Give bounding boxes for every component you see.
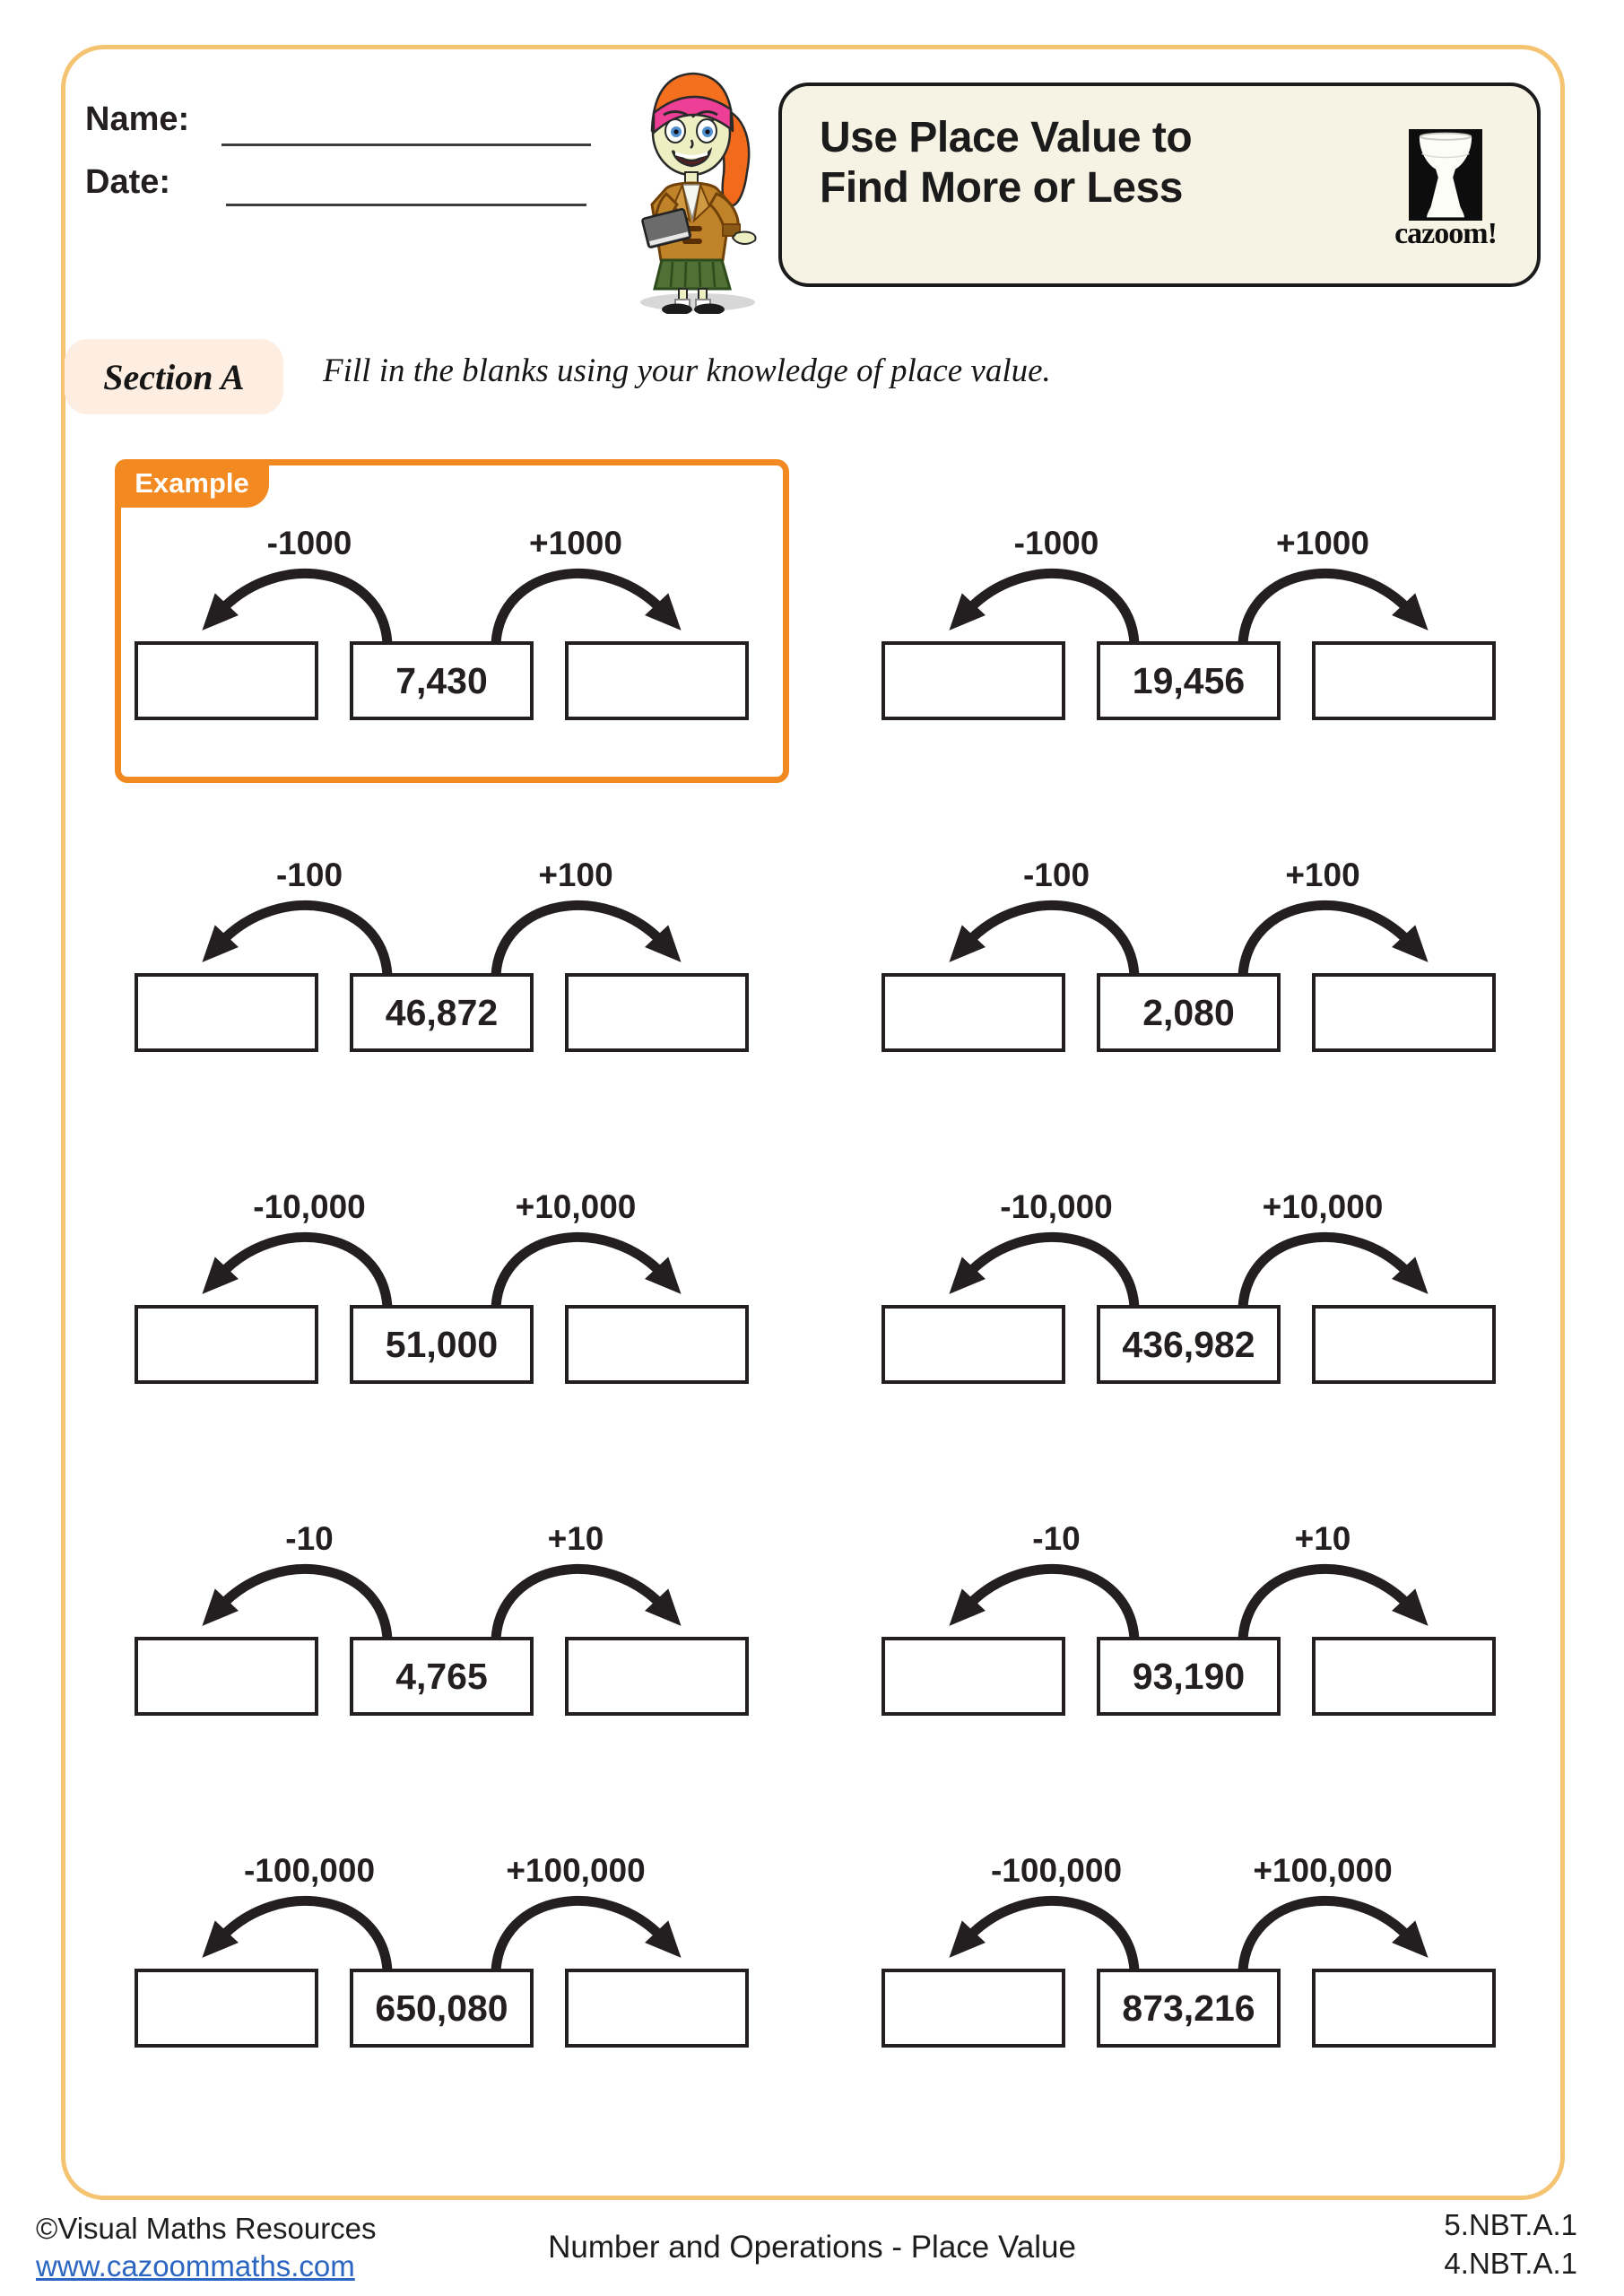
footer-topic: Number and Operations - Place Value <box>548 2230 1076 2265</box>
given-number: 436,982 <box>1122 1323 1255 1365</box>
plus-arrow-icon <box>496 905 663 975</box>
plus-amount-label: +100,000 <box>1253 1852 1393 1889</box>
arrow-labels <box>881 1520 1496 1558</box>
arrow-labels <box>881 1188 1496 1226</box>
plus-amount-label: +1000 <box>529 525 622 561</box>
given-number-box <box>350 1637 534 1716</box>
minus-arrow-icon <box>221 1237 387 1307</box>
given-number: 2,080 <box>1142 991 1235 1033</box>
given-number: 19,456 <box>1132 659 1246 701</box>
section-a-pill <box>65 339 283 414</box>
plus-amount-label: +100,000 <box>506 1852 646 1889</box>
name-line[interactable] <box>221 144 591 146</box>
arrow-labels <box>135 525 749 562</box>
minus-arrow-icon <box>221 905 387 975</box>
curved-arrows <box>881 1558 1496 1640</box>
arrow-labels <box>135 1520 749 1558</box>
footer-website-link[interactable]: www.cazoommaths.com <box>36 2249 355 2283</box>
arrow-labels <box>135 857 749 894</box>
arrow-labels <box>881 525 1496 562</box>
date-label: Date: <box>85 163 171 201</box>
minus-amount-label: -10 <box>285 1520 334 1557</box>
minus-amount-label: -10,000 <box>1000 1188 1113 1225</box>
name-label: Name: <box>85 100 190 138</box>
plus-amount-label: +1000 <box>1276 525 1369 561</box>
answer-box-less[interactable] <box>881 1969 1065 2048</box>
answer-boxes-row <box>881 973 1496 1052</box>
answer-boxes-row <box>881 1637 1496 1716</box>
plus-amount-label: +10 <box>1294 1520 1351 1557</box>
minus-arrow-icon <box>968 1900 1134 1970</box>
answer-box-less[interactable] <box>135 1969 318 2048</box>
minus-arrow-icon <box>968 905 1134 975</box>
given-number-box <box>350 1969 534 2048</box>
answer-box-more[interactable] <box>1312 1637 1496 1716</box>
cazoom-logo <box>1374 129 1517 251</box>
given-number-box <box>1097 1969 1281 2048</box>
cazoom-logo-drum-icon <box>1403 129 1489 221</box>
problem <box>881 1520 1496 1716</box>
answer-boxes-row <box>135 1305 749 1384</box>
given-number: 650,080 <box>375 1987 508 2029</box>
plus-arrow-icon <box>496 1237 663 1307</box>
cazoom-logo-text: cazoom! <box>1394 217 1497 250</box>
given-number: 873,216 <box>1122 1987 1255 2029</box>
footer-copyright: ©Visual Maths Resources <box>36 2212 377 2245</box>
minus-arrow-icon <box>968 573 1134 643</box>
standard-code-1: 5.NBT.A.1 <box>1444 2208 1577 2241</box>
curved-arrows <box>881 1890 1496 1972</box>
problem <box>881 1852 1496 2048</box>
given-number: 46,872 <box>385 991 499 1033</box>
answer-box-more[interactable] <box>565 1969 749 2048</box>
minus-amount-label: -100 <box>275 857 343 893</box>
problem <box>881 525 1496 720</box>
minus-arrow-icon <box>968 1569 1134 1639</box>
arrow-labels <box>135 1188 749 1226</box>
given-number-box <box>1097 641 1281 720</box>
answer-box-less[interactable] <box>881 973 1065 1052</box>
answer-boxes-row <box>881 1969 1496 2048</box>
answer-box-less[interactable] <box>135 973 318 1052</box>
curved-arrows <box>135 1558 749 1640</box>
given-number: 7,430 <box>395 659 488 701</box>
arrow-labels <box>135 1852 749 1890</box>
minus-arrow-icon <box>968 1237 1134 1307</box>
answer-boxes-row <box>135 973 749 1052</box>
answer-box-less[interactable] <box>135 1305 318 1384</box>
standard-code-2: 4.NBT.A.1 <box>1444 2246 1577 2280</box>
plus-amount-label: +100 <box>1285 857 1360 893</box>
curved-arrows <box>135 562 749 645</box>
plus-arrow-icon <box>496 1900 663 1970</box>
answer-box-less[interactable] <box>135 641 318 720</box>
plus-arrow-icon <box>1243 573 1410 643</box>
problem <box>881 857 1496 1052</box>
plus-arrow-icon <box>1243 1569 1410 1639</box>
plus-arrow-icon <box>496 1569 663 1639</box>
given-number-box <box>350 641 534 720</box>
example-badge: Example <box>115 459 269 508</box>
minus-amount-label: -10,000 <box>253 1188 366 1225</box>
minus-arrow-icon <box>221 1569 387 1639</box>
answer-box-more[interactable] <box>1312 1969 1496 2048</box>
given-number-box <box>350 1305 534 1384</box>
problem <box>881 1188 1496 1384</box>
curved-arrows <box>135 1226 749 1309</box>
curved-arrows <box>135 1890 749 1972</box>
answer-boxes-row <box>881 641 1496 720</box>
answer-boxes-row <box>135 1969 749 2048</box>
answer-boxes-row <box>135 1637 749 1716</box>
given-number-box <box>1097 1637 1281 1716</box>
girl-mascot-illustration <box>621 52 769 314</box>
answer-box-less[interactable] <box>881 641 1065 720</box>
plus-arrow-icon <box>1243 905 1410 975</box>
answer-box-more[interactable] <box>565 973 749 1052</box>
worksheet-title <box>820 113 1192 213</box>
plus-arrow-icon <box>1243 1900 1410 1970</box>
answer-box-more[interactable] <box>1312 973 1496 1052</box>
arrow-labels <box>881 857 1496 894</box>
answer-box-less[interactable] <box>881 1637 1065 1716</box>
problems-grid <box>135 467 1496 2048</box>
minus-amount-label: -10 <box>1032 1520 1081 1557</box>
plus-arrow-icon <box>496 573 663 643</box>
plus-amount-label: +10,000 <box>1262 1188 1384 1225</box>
given-number-box <box>1097 1305 1281 1384</box>
minus-arrow-icon <box>221 573 387 643</box>
problem <box>135 1520 749 1716</box>
title-line2: Find More or Less <box>820 164 1183 213</box>
problem <box>135 467 749 720</box>
title-line1: Use Place Value to <box>820 114 1193 161</box>
plus-arrow-icon <box>1243 1237 1410 1307</box>
answer-box-more[interactable] <box>1312 641 1496 720</box>
date-line[interactable] <box>226 204 586 206</box>
answer-box-more[interactable] <box>565 1637 749 1716</box>
footer-standards <box>1444 2206 1577 2283</box>
curved-arrows <box>135 894 749 977</box>
minus-amount-label: -1000 <box>266 525 352 561</box>
problem <box>135 857 749 1052</box>
plus-amount-label: +10 <box>547 1520 604 1557</box>
answer-box-less[interactable] <box>135 1637 318 1716</box>
answer-box-more[interactable] <box>565 1305 749 1384</box>
minus-arrow-icon <box>221 1900 387 1970</box>
answer-box-more[interactable] <box>565 641 749 720</box>
answer-box-less[interactable] <box>881 1305 1065 1384</box>
plus-amount-label: +100 <box>538 857 613 893</box>
minus-amount-label: -100,000 <box>243 1852 376 1889</box>
given-number-box <box>1097 973 1281 1052</box>
problem <box>135 1852 749 2048</box>
title-box <box>778 83 1541 287</box>
problem <box>135 1188 749 1384</box>
curved-arrows <box>881 562 1496 645</box>
given-number: 4,765 <box>395 1655 488 1697</box>
given-number: 93,190 <box>1132 1655 1246 1697</box>
minus-amount-label: -100 <box>1022 857 1090 893</box>
given-number-box <box>350 973 534 1052</box>
plus-amount-label: +10,000 <box>515 1188 637 1225</box>
section-instruction: Fill in the blanks using your knowledge of place value. <box>323 352 1051 389</box>
given-number: 51,000 <box>385 1323 499 1365</box>
minus-amount-label: -1000 <box>1013 525 1099 561</box>
minus-amount-label: -100,000 <box>990 1852 1123 1889</box>
arrow-labels <box>881 1852 1496 1890</box>
curved-arrows <box>881 894 1496 977</box>
answer-box-more[interactable] <box>1312 1305 1496 1384</box>
answer-boxes-row <box>135 641 749 720</box>
curved-arrows <box>881 1226 1496 1309</box>
section-a-label: Section A <box>103 356 245 397</box>
answer-boxes-row <box>881 1305 1496 1384</box>
